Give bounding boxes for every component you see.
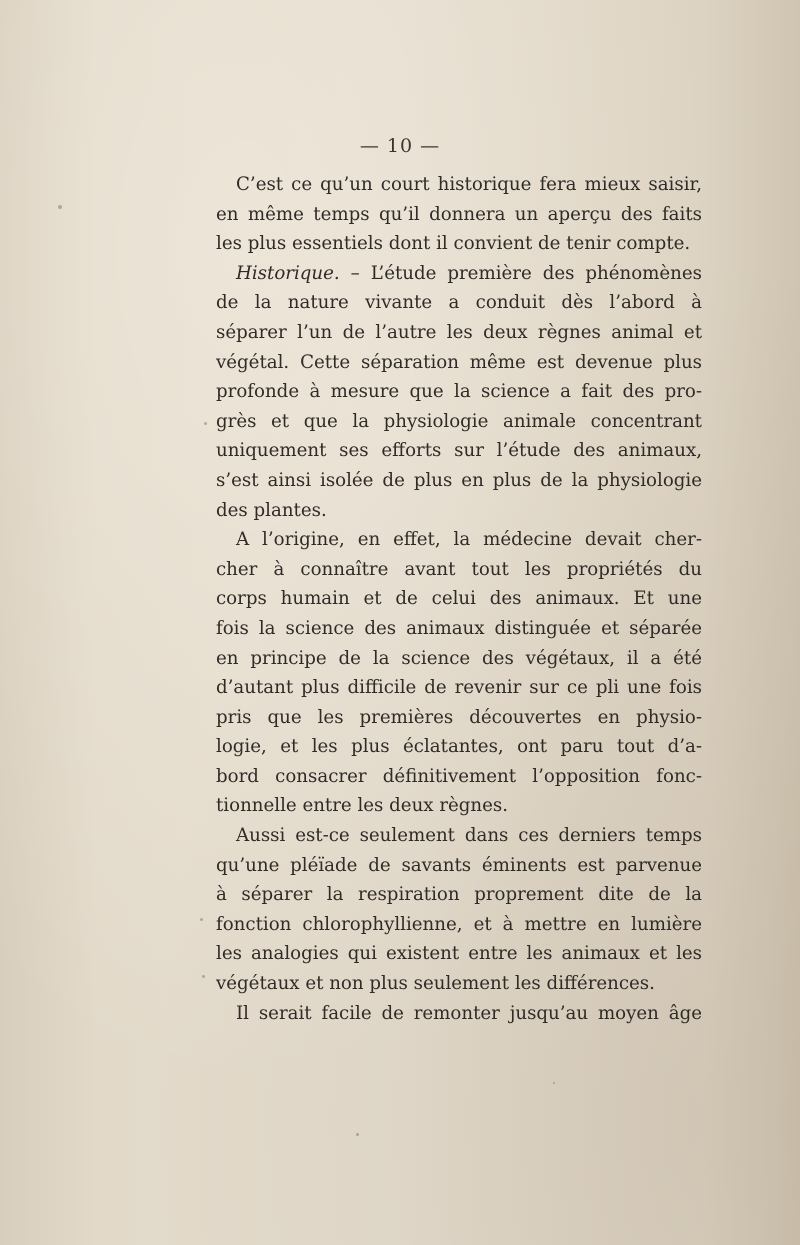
text-line: Historique. – L’étude première des phénomènes bbox=[236, 262, 702, 284]
text-line: corps humain et de celui des animaux. Et une bbox=[216, 588, 702, 610]
text-line: en principe de la science des végétaux, il a été bbox=[216, 647, 702, 669]
text-line: végétaux et non plus seulement les différences. bbox=[216, 973, 655, 995]
text-line: végétal. Cette séparation même est devenue plus bbox=[216, 351, 702, 373]
text-line: d’autant plus difficile de revenir sur ce pli une fois bbox=[216, 677, 702, 699]
text-line: profonde à mesure que la science a fait des pro- bbox=[216, 381, 702, 403]
text-line: des plantes. bbox=[216, 499, 327, 521]
paper-speck bbox=[553, 1082, 555, 1084]
text-line: fois la science des animaux distinguée et séparée bbox=[216, 617, 702, 639]
text-line: de la nature vivante a conduit dès l’abord à bbox=[216, 292, 702, 314]
text-line: Aussi est-ce seulement dans ces derniers temps bbox=[236, 825, 702, 847]
text-line: s’est ainsi isolée de plus en plus de la physiologie bbox=[216, 469, 702, 491]
text-line: cher à connaître avant tout les propriétés du bbox=[216, 558, 702, 580]
paper-speck bbox=[204, 422, 207, 425]
text-line: tionnelle entre les deux règnes. bbox=[216, 795, 509, 817]
paper-speck bbox=[58, 205, 62, 209]
text-line: séparer l’un de l’autre les deux règnes animal et bbox=[216, 321, 702, 343]
section-heading: Historique. bbox=[236, 262, 340, 284]
body-text bbox=[216, 170, 702, 1028]
text-line: fonction chlorophyllienne, et à mettre en lumière bbox=[216, 913, 702, 935]
text-line: les plus essentiels dont il convient de tenir compte. bbox=[216, 233, 691, 255]
text-line: logie, et les plus éclatantes, ont paru tout d’a- bbox=[216, 736, 702, 758]
text-line: Il serait facile de remonter jusqu’au moyen âge bbox=[236, 1002, 702, 1024]
paper-speck bbox=[356, 1133, 359, 1136]
text-line: C’est ce qu’un court historique fera mieux saisir, bbox=[236, 174, 702, 195]
text-line: uniquement ses efforts sur l’étude des animaux, bbox=[216, 440, 702, 462]
text-line: les analogies qui existent entre les animaux et les bbox=[216, 943, 702, 965]
text-line: pris que les premières découvertes en physio- bbox=[216, 706, 702, 728]
text-line: A l’origine, en effet, la médecine devait cher- bbox=[236, 529, 702, 551]
page-number: — 10 — bbox=[359, 135, 441, 157]
text-line: à séparer la respiration proprement dite de la bbox=[216, 884, 702, 906]
text-line: bord consacrer définitivement l’opposition fonc- bbox=[216, 765, 702, 787]
paper-speck bbox=[200, 918, 203, 921]
paper-speck bbox=[202, 975, 205, 978]
text-line: grès et que la physiologie animale concentrant bbox=[216, 410, 702, 432]
text-line: en même temps qu’il donnera un aperçu des faits bbox=[216, 203, 702, 225]
text-line: qu’une pléïade de savants éminents est parvenue bbox=[216, 854, 702, 876]
